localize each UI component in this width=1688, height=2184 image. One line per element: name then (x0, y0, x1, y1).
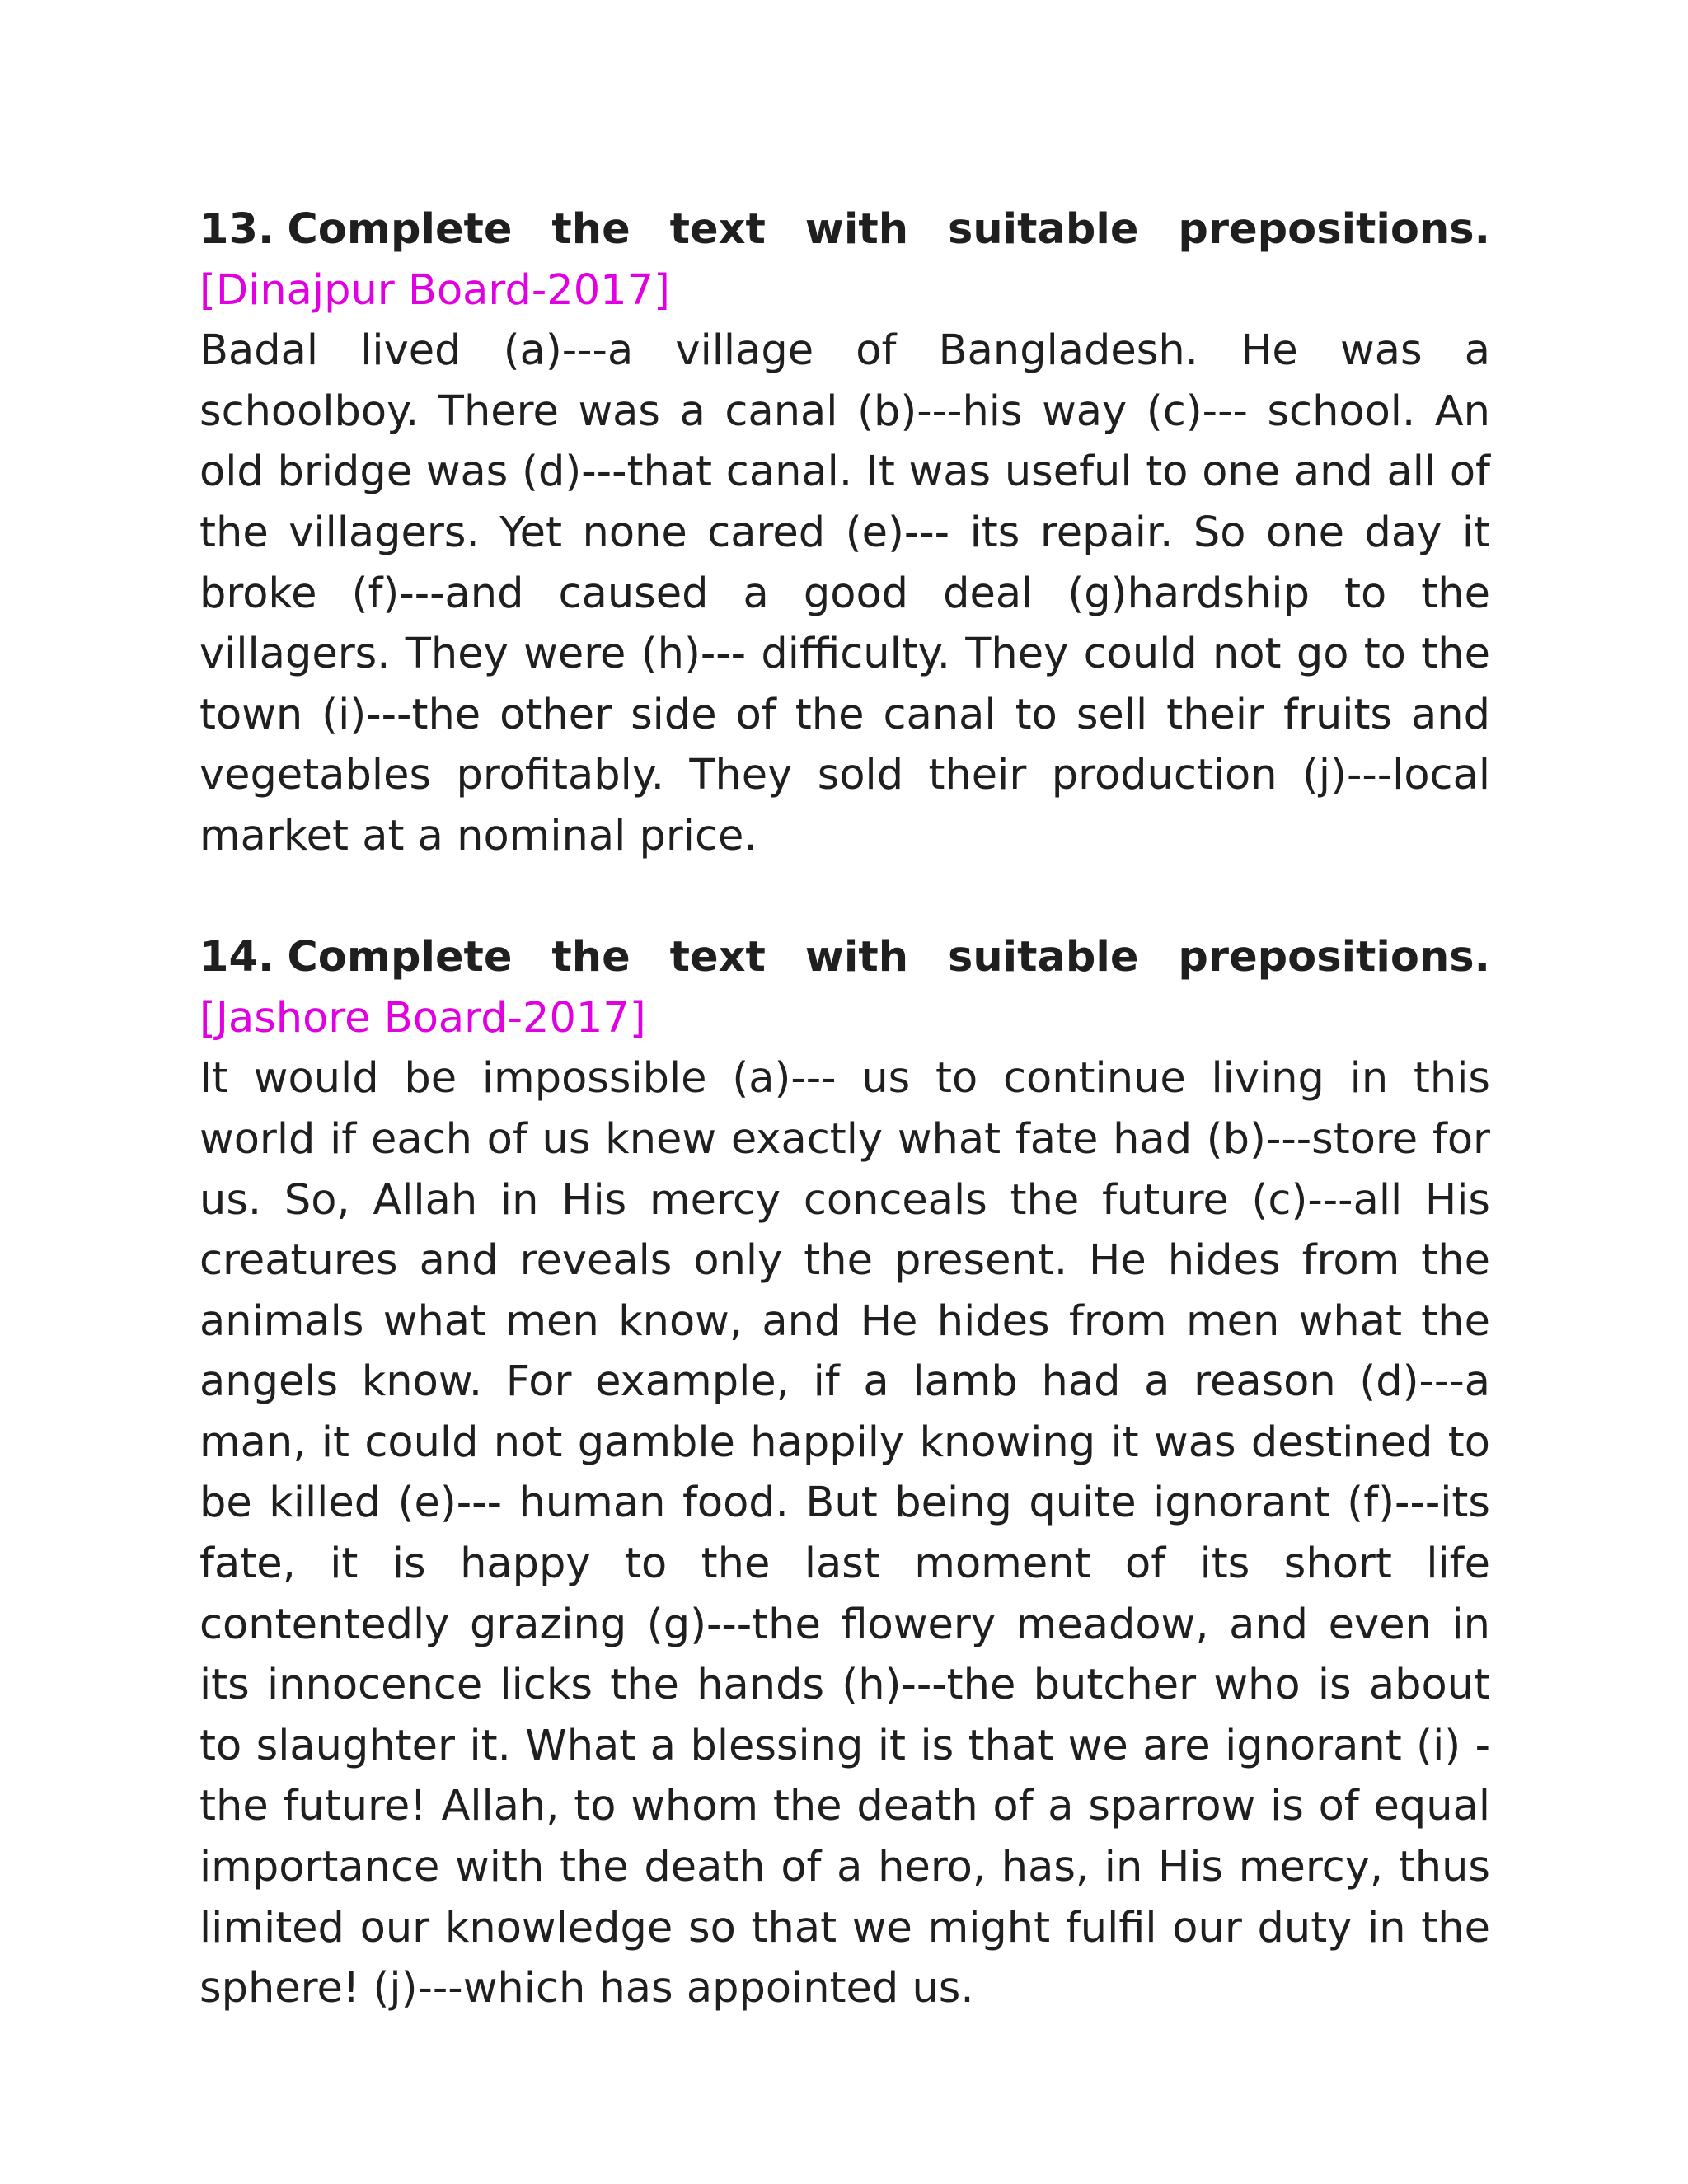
question-instruction: Complete the text with suitable prepositions. (287, 933, 1490, 982)
question-number: 13. (199, 205, 274, 254)
question-14 (199, 927, 1490, 2019)
question-number: 14. (199, 933, 274, 982)
question-source: [Jashore Board-2017] (199, 993, 646, 1043)
question-instruction: Complete the text with suitable prepositions. (287, 205, 1490, 254)
question-13 (199, 199, 1490, 867)
question-heading (199, 199, 1490, 321)
question-heading (199, 927, 1490, 1048)
document-page (199, 199, 1490, 2019)
question-source: [Dinajpur Board-2017] (199, 265, 670, 315)
question-passage: It would be impossible (a)--- us to continue living in this world if each of us knew exactly what fate had (b)---store for us. So, Allah in His mercy conceals the future (c)---all His creatures and reveals only the present. He hides from the animals what men know, and He hides from men what the angels know. For example, if a lamb had a reason (d)---a man, it could not gamble happily knowing it was destined to be killed (e)--- human food. But being quite ignorant (f)---its fate, it is happy to the last moment of its short life contentedly grazing (g)---the flowery meadow, and even in its innocence licks the hands (h)---the butcher who is about to slaughter it. What a blessing it is that we are ignorant (i) - the future! Allah, to whom the death of a sparrow is of equal importance with the death of a hero, has, in His mercy, thus limited our knowledge so that we might fulfil our duty in the sphere! (j)---which has appointed us. (199, 1054, 1490, 2013)
question-passage: Badal lived (a)---a village of Bangladesh. He was a schoolboy. There was a canal (b)---his way (c)--- school. An old bridge was (d)---that canal. It was useful to one and all of the villagers. Yet none cared (e)--- its repair. So one day it broke (f)---and caused a good deal (g)hardship to the villagers. They were (h)--- difficulty. They could not go to the town (i)---the other side of the canal to sell their fruits and vegetables profitably. They sold their production (j)---local market at a nominal price. (199, 326, 1490, 860)
